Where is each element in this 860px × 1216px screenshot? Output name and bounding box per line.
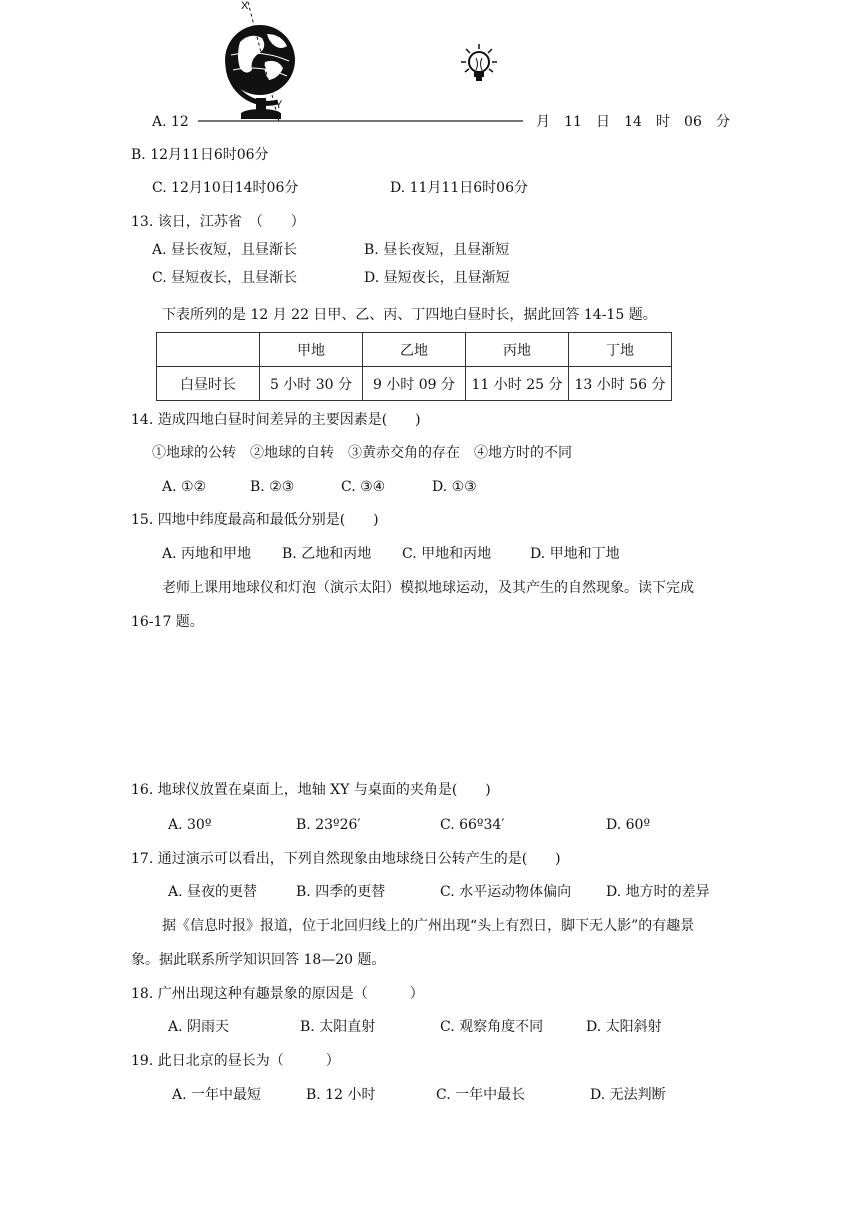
- q19-stem: 19. 此日北京的昼长为（ ）: [131, 1053, 340, 1069]
- q18-option-c: C. 观察角度不同: [440, 1019, 544, 1035]
- q18-stem: 18. 广州出现这种有趣景象的原因是（ ）: [131, 986, 424, 1002]
- day-length-table: [156, 332, 672, 401]
- q14-factors: ①地球的公转 ②地球的自转 ③黄赤交角的存在 ④地方时的不同: [152, 445, 572, 461]
- q18-option-a: A. 阴雨天: [168, 1019, 230, 1035]
- q13-option-b: B. 昼长夜短，且昼渐短: [364, 242, 510, 258]
- q16-option-d: D. 60º: [606, 817, 651, 833]
- q15-option-d: D. 甲地和丁地: [530, 546, 620, 562]
- q13-option-c: C. 昼短夜长，且昼渐长: [152, 270, 298, 286]
- q17-option-a: A. 昼夜的更替: [168, 884, 258, 900]
- table-header-cell: [157, 333, 260, 367]
- intro-16-17-line2: 16-17 题。: [131, 614, 204, 630]
- table-header-cell: 丁地: [569, 333, 672, 367]
- q15-option-a: A. 丙地和甲地: [162, 546, 252, 562]
- q17-option-c: C. 水平运动物体偏向: [440, 884, 572, 900]
- q12-option-c: C. 12月10日14时06分: [152, 180, 299, 196]
- q17-option-d: D. 地方时的差异: [606, 884, 710, 900]
- q19-option-c: C. 一年中最长: [436, 1087, 526, 1103]
- light-bulb-icon: [461, 44, 497, 81]
- q18-option-b: B. 太阳直射: [300, 1019, 376, 1035]
- table-cell: 13 小时 56 分: [569, 367, 672, 401]
- intro-16-17-line1: 老师上课用地球仪和灯泡（演示太阳）模拟地球运动，及其产生的自然现象。读下完成: [162, 580, 694, 596]
- q17-stem: 17. 通过演示可以看出，下列自然现象由地球绕日公转产生的是( ): [131, 851, 561, 867]
- q19-option-b: B. 12 小时: [306, 1087, 376, 1103]
- table-header-cell: 甲地: [260, 333, 363, 367]
- globe-base-post: [256, 98, 266, 110]
- table-cell: 5 小时 30 分: [260, 367, 363, 401]
- q14-option-d: D. ①③: [432, 479, 477, 495]
- q16-option-c: C. 66º34′: [440, 817, 505, 833]
- q19-option-a: A. 一年中最短: [172, 1087, 262, 1103]
- q12-option-a-prefix: A. 12: [152, 114, 189, 130]
- globe-label-x: X: [241, 0, 249, 12]
- q19-option-d: D. 无法判断: [590, 1087, 666, 1103]
- q13-option-d: D. 昼短夜长，且昼渐短: [364, 270, 510, 286]
- q17-option-b: B. 四季的更替: [296, 884, 386, 900]
- table-header-row: [157, 333, 672, 367]
- q14-option-c: C. ③④: [341, 479, 386, 495]
- intro-18-20-line2: 象。据此联系所学知识回答 18—20 题。: [131, 952, 386, 968]
- q16-stem: 16. 地球仪放置在桌面上，地轴 XY 与桌面的夹角是( ): [131, 782, 491, 798]
- q14-option-b: B. ②③: [250, 479, 295, 495]
- table-intro: 下表所列的是 12 月 22 日甲、乙、丙、丁四地白昼时长，据此回答 14-15 题。: [162, 307, 657, 323]
- q15-stem: 15. 四地中纬度最高和最低分别是( ): [131, 512, 379, 528]
- q15-option-c: C. 甲地和丙地: [402, 546, 492, 562]
- q16-option-a: A. 30º: [168, 817, 212, 833]
- table-header-cell: 乙地: [363, 333, 466, 367]
- q14-stem: 14. 造成四地白昼时间差异的主要因素是( ): [131, 412, 421, 428]
- table-row: [157, 367, 672, 401]
- globe-figure: [195, 0, 525, 130]
- q12-option-a-suffix: 月 11 日 14 时 06 分: [536, 114, 730, 130]
- table-row-label: 白昼时长: [157, 367, 260, 401]
- table-cell: 9 小时 09 分: [363, 367, 466, 401]
- q13-option-a: A. 昼长夜短，且昼渐长: [152, 242, 298, 258]
- q18-option-d: D. 太阳斜射: [586, 1019, 662, 1035]
- q13-stem: 13. 该日，江苏省 （ ）: [131, 214, 305, 230]
- q14-option-a: A. ①②: [162, 479, 207, 495]
- table-cell: 11 小时 25 分: [466, 367, 569, 401]
- q16-option-b: B. 23º26′: [296, 817, 361, 833]
- q12-option-b: B. 12月11日6时06分: [131, 147, 269, 163]
- globe-label-y: Y: [275, 99, 283, 111]
- table-header-cell: 丙地: [466, 333, 569, 367]
- intro-18-20-line1: 据《信息时报》报道，位于北回归线上的广州出现“头上有烈日，脚下无人影”的有趣景: [162, 918, 695, 934]
- q15-option-b: B. 乙地和丙地: [282, 546, 372, 562]
- q12-option-d: D. 11月11日6时06分: [390, 180, 528, 196]
- globe-sphere: [225, 25, 295, 95]
